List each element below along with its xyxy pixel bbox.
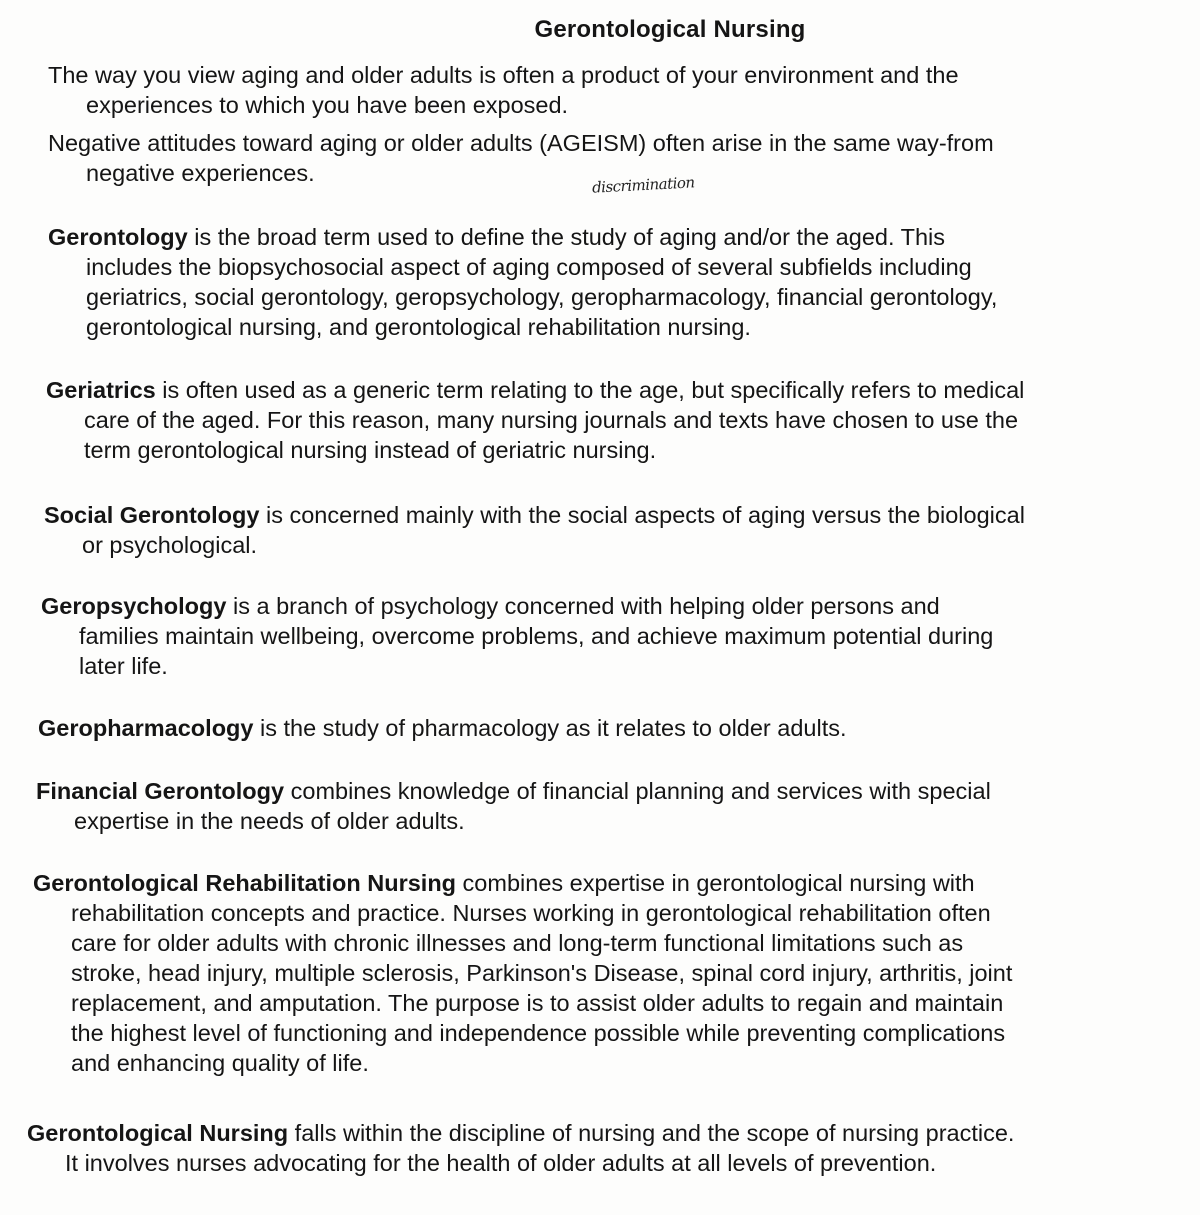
- gerontological-nursing-paragraph: [27, 1118, 1014, 1178]
- paragraph-line: [48, 222, 997, 252]
- paragraph-line: and enhancing quality of life.: [71, 1050, 369, 1076]
- paragraph-line: term gerontological nursing instead of geriatric nursing.: [84, 437, 657, 463]
- paragraph-line: or psychological.: [82, 532, 258, 558]
- paragraph-line: replacement, and amputation. The purpose is to assist older adults to regain and maintain: [71, 990, 1004, 1016]
- paragraph-line: [38, 713, 847, 743]
- paragraph-line: care for older adults with chronic illnesses and long-term functional limitations such as: [71, 930, 964, 956]
- term-heading: Geriatrics: [46, 377, 156, 403]
- paragraph-line: rehabilitation concepts and practice. Nurses working in gerontological rehabilitation often: [71, 900, 991, 926]
- social-gerontology-paragraph: [44, 500, 1025, 560]
- paragraph-line: [44, 500, 1025, 530]
- paragraph-line: negative experiences.: [86, 160, 315, 186]
- paragraph-line: [33, 868, 1012, 898]
- paragraph-line: Negative attitudes toward aging or older adults (AGEISM) often arise in the same way-from: [48, 130, 994, 156]
- paragraph-line: geriatrics, social gerontology, geropsychology, geropharmacology, financial gerontology,: [86, 284, 998, 310]
- intro-paragraph: [48, 60, 959, 120]
- term-heading: Financial Gerontology: [36, 778, 285, 804]
- paragraph-line: [46, 375, 1024, 405]
- paragraph-line: families maintain wellbeing, overcome problems, and achieve maximum potential during: [79, 623, 994, 649]
- paragraph-line: It involves nurses advocating for the health of older adults at all levels of prevention.: [65, 1150, 937, 1176]
- geropharmacology-paragraph: [38, 713, 847, 743]
- paragraph-line: expertise in the needs of older adults.: [74, 808, 465, 834]
- geropsychology-paragraph: [41, 591, 993, 681]
- document-title: Gerontological Nursing: [534, 16, 806, 43]
- ageism-paragraph: [48, 128, 994, 188]
- paragraph-line: later life.: [79, 653, 168, 679]
- definition-text: falls within the discipline of nursing and the scope of nursing practice.: [288, 1120, 1015, 1146]
- paragraph-line: stroke, head injury, multiple sclerosis, Parkinson's Disease, spinal cord injury, arthritis, joint: [71, 960, 1013, 986]
- paragraph-line: The way you view aging and older adults is often a product of your environment and the: [48, 62, 959, 88]
- paragraph-line: gerontological nursing, and gerontological rehabilitation nursing.: [86, 314, 751, 340]
- paragraph-line: the highest level of functioning and independence possible while preventing complications: [71, 1020, 1006, 1046]
- definition-text: combines expertise in gerontological nursing with: [456, 870, 975, 896]
- paragraph-line: includes the biopsychosocial aspect of aging composed of several subfields including: [86, 254, 972, 280]
- paragraph-line: [27, 1118, 1014, 1148]
- handwritten-note: discrimination: [591, 173, 696, 197]
- definition-text: is the study of pharmacology as it relates to older adults.: [253, 715, 847, 741]
- term-heading: Social Gerontology: [44, 502, 260, 528]
- gerontology-paragraph: [48, 222, 997, 342]
- definition-text: is often used as a generic term relating to the age, but specifically refers to medical: [155, 377, 1025, 403]
- term-heading: Gerontological Rehabilitation Nursing: [33, 870, 457, 896]
- term-heading: Geropsychology: [41, 593, 227, 619]
- paragraph-line: care of the aged. For this reason, many nursing journals and texts have chosen to use the: [84, 407, 1019, 433]
- rehabilitation-nursing-paragraph: [33, 868, 1012, 1078]
- paragraph-line: experiences to which you have been exposed.: [86, 92, 569, 118]
- geriatrics-paragraph: [46, 375, 1024, 465]
- definition-text: is concerned mainly with the social aspects of aging versus the biological: [259, 502, 1025, 528]
- definition-text: is the broad term used to define the study of aging and/or the aged. This: [187, 224, 945, 250]
- financial-gerontology-paragraph: [36, 776, 991, 836]
- definition-text: is a branch of psychology concerned with helping older persons and: [226, 593, 940, 619]
- paragraph-line: [36, 776, 991, 806]
- paragraph-line: [41, 591, 993, 621]
- term-heading: Gerontology: [48, 224, 188, 250]
- definition-text: combines knowledge of financial planning and services with special: [284, 778, 991, 804]
- term-heading: Gerontological Nursing: [27, 1120, 289, 1146]
- term-heading: Geropharmacology: [38, 715, 254, 741]
